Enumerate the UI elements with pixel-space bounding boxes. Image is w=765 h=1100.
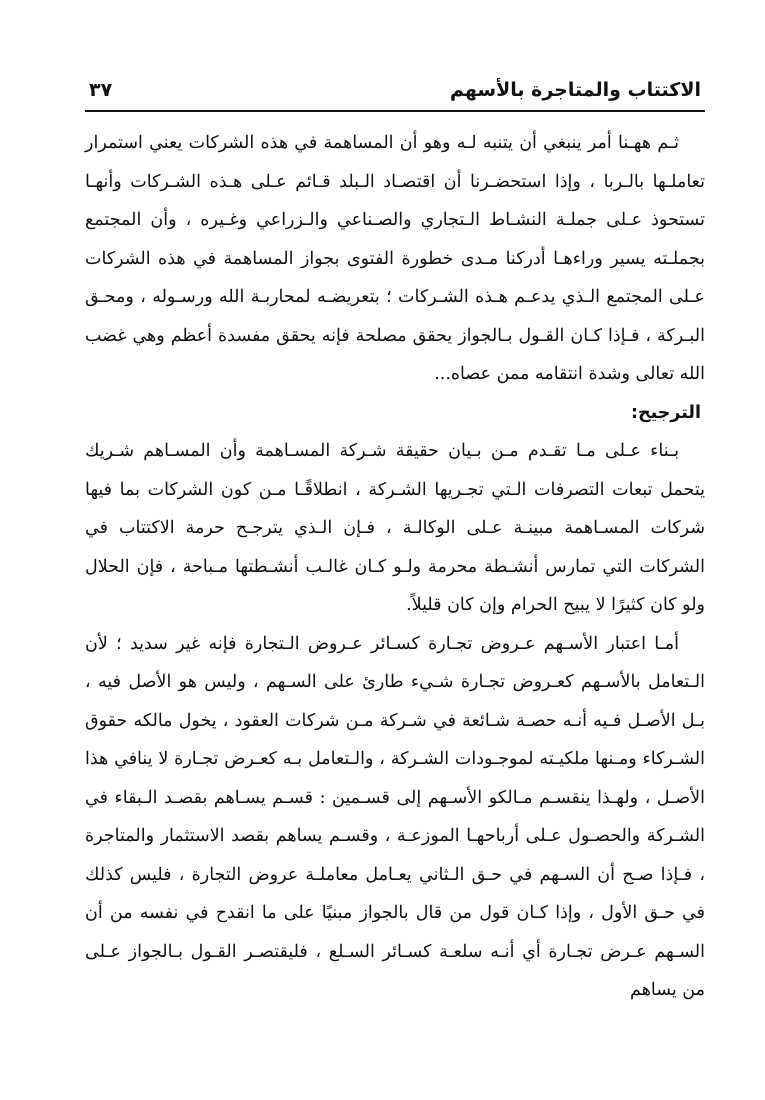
book-page xyxy=(85,72,705,1010)
body-text xyxy=(85,124,705,1010)
paragraph-trade-goods: أمـا اعتبار الأسـهم عـروض تجـارة كسـائر عـروض الـتجارة فإنه غير سديد ؛ لأن الـتعامل بالأسـهم كعـروض تجـارة شـيء طارئ على السـهم ، وليس هو الأصل فيه ، بـل الأصـل فـيه أنـه حصـة شـائعة في شـركة مـن شركات العقود ، يخول مالكه حقوق الشـركاء ومـنها ملكيـته لموجـودات الشـركة ، والـتعامل بـه كعـرض تجـارة لا ينافي هذا الأصـل ، ولهـذا ينقسـم مـالكو الأسـهم إلى قسـمين : قسـم يسـاهم بقصـد الـبقاء في الشـركة والحصـول عـلى أرباحهـا الموزعـة ، وقسـم يساهم بقصد الاستثمار والمتاجرة ، فـإذا صـح أن السـهم في حـق الـثاني يعـامل معاملـة عروض التجارة ، فليس كذلك في حـق الأول ، وإذا كـان قول من قال بالجواز مبنيًا على ما انقدح في نفسه من أن السـهم عـرض تجـارة أي أنـه سلعـة كسـائر السـلع ، فليقتصـر القـول بـالجواز عـلى من يساهم xyxy=(85,633,705,1000)
header-rule xyxy=(85,110,705,112)
page-number: ٣٧ xyxy=(89,79,113,101)
running-header xyxy=(85,72,705,104)
header-title: الاكتتاب والمتاجرة بالأسهم xyxy=(449,79,701,101)
paragraph-riba-warning: ثـم ههـنا أمر ينبغي أن يتنبه لـه وهو أن المساهمة في هذه الشركات يعني استمرار تعاملـها بالـربا ، وإذا استحضـرنا أن اقتصـاد الـبلد قـائم عـلى هـذه الشـركات وأنهـا تستحوذ عـلى جملـة النشـاط الـتجاري والصـناعي والـزراعي وغـيره ، وأن المجتمع بجملـته يسير وراءهـا أدركنا مـدى خطورة الفتوى بجواز المساهمة في هذه الشركات عـلى المجتمع الـذي يدعـم هـذه الشـركات ؛ بتعريضـه لمحاربـة الله ورسـوله ، ومحـق البـركة ، فـإذا كـان القـول بـالجواز يحقق مصلحة فإنه يحقق مفسدة أعظم وهي غضب الله تعالى وشدة انتقامه ممن عصاه... xyxy=(85,133,705,384)
paragraph-ruling: بـناء عـلى مـا تقـدم مـن بـيان حقيقة شـركة المسـاهمة وأن المسـاهم شـريك يتحمل تبعات التصرفات الـتي تجـريها الشـركة ، انطلاقًـا مـن كون الشركات بما فيها شركات المسـاهمة مبينـة عـلى الوكالـة ، فـإن الـذي يترجـح حرمة الاكتتاب في الشركات التي تمارس أنشـطة محرمة ولـو كـان غالـب أنشـطتها مـباحة ، فإن الحلال ولو كان كثيرًا لا يبيح الحرام وإن كان قليلاً. xyxy=(85,441,705,615)
section-heading-tarjih: الترجيح: xyxy=(631,402,701,423)
